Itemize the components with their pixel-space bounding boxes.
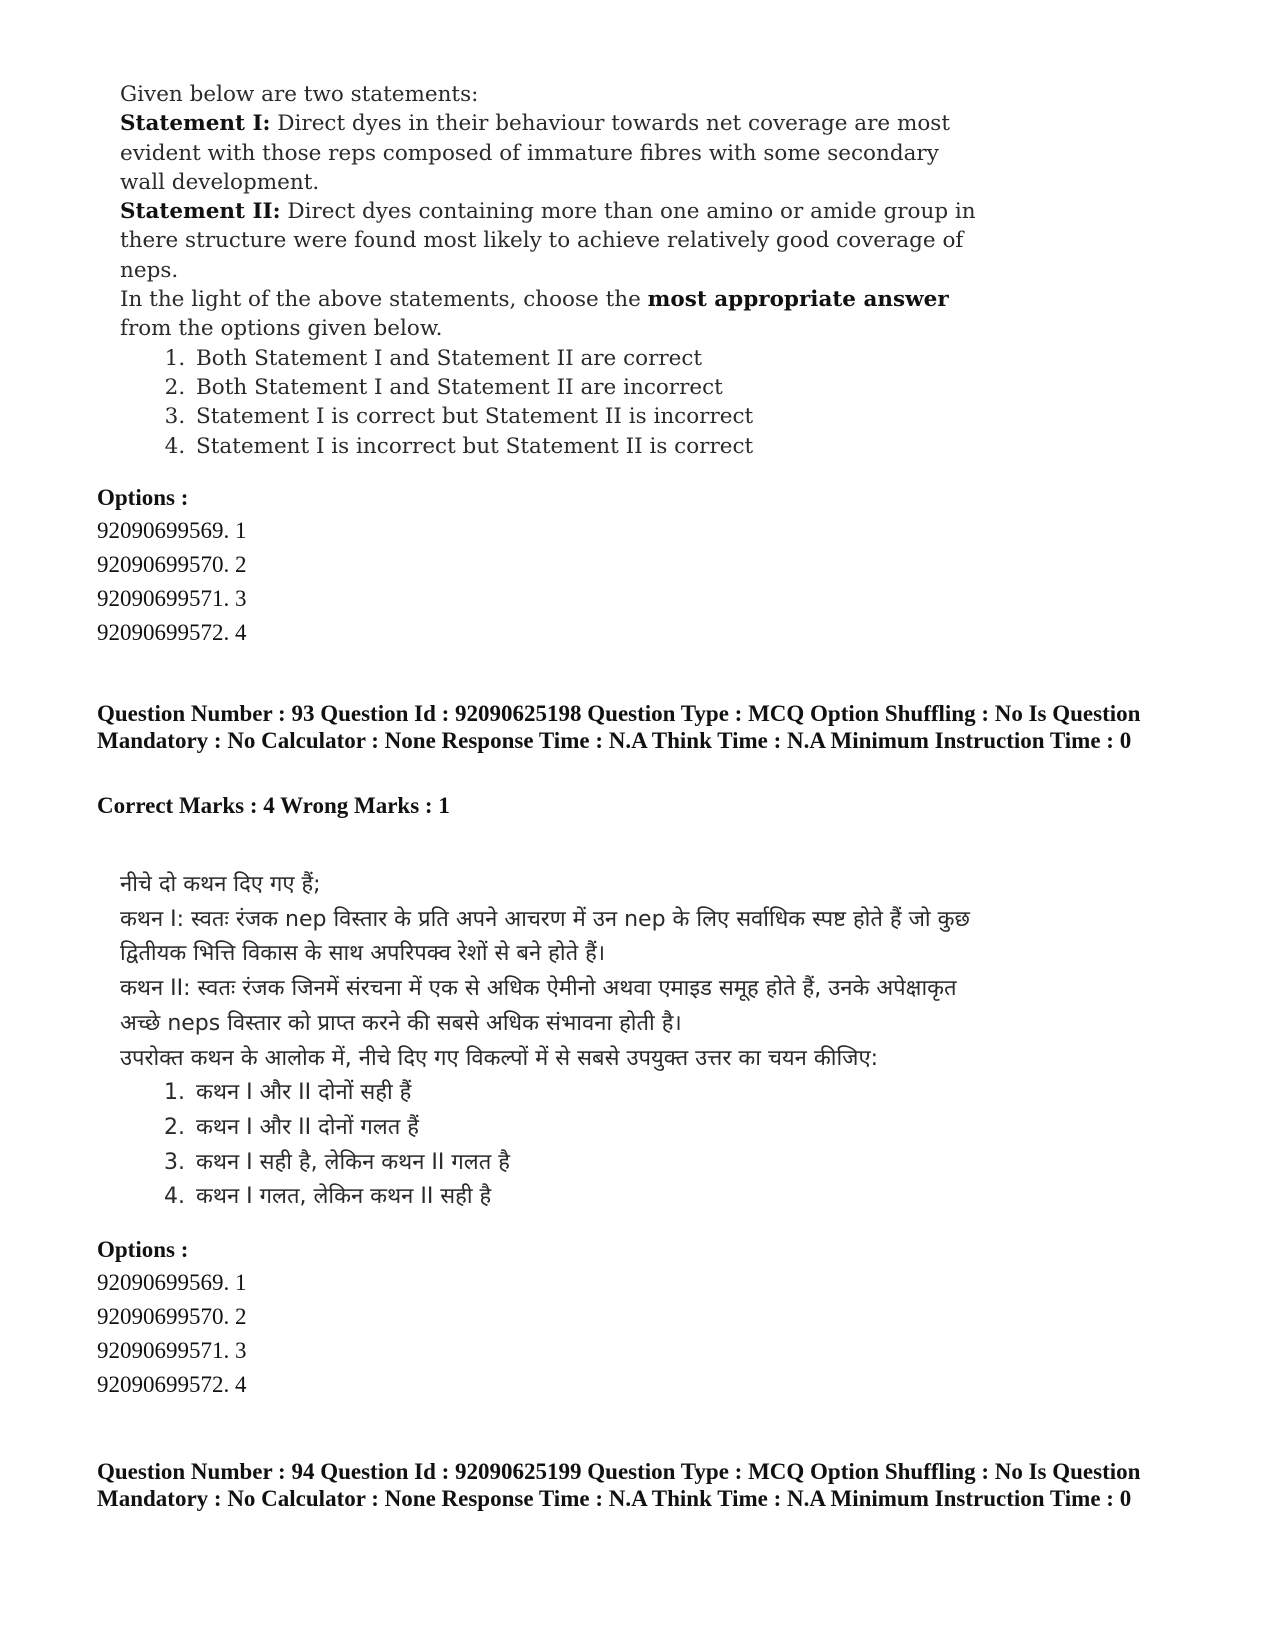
- answer-choice: 1. Both Statement I and Statement II are correct: [192, 344, 980, 373]
- statement-1-label: Statement I:: [120, 111, 271, 137]
- option-item: 92090699569. 1: [97, 518, 247, 543]
- question-93-marks: Correct Marks : 4 Wrong Marks : 1: [97, 793, 450, 818]
- question-instruction: In the light of the above statements, choose the most appropriate answer from the options given below.: [120, 287, 949, 342]
- question-94-meta: Question Number : 94 Question Id : 92090625199 Question Type : MCQ Option Shuffling : No Is Question Mandatory : No Calculator : None Response Time : N.A Think Time : N.A Minimum Instruction Time : 0: [97, 1459, 1141, 1511]
- option-item: 92090699572. 4: [97, 1372, 247, 1397]
- hindi-intro: नीचे दो कथन दिए गए हैं;: [120, 872, 321, 897]
- option-item: 92090699572. 4: [97, 620, 247, 645]
- hindi-answer-choices: [120, 1076, 980, 1215]
- instruction-emphasis: most appropriate answer: [647, 287, 949, 313]
- option-item: 92090699571. 3: [97, 586, 247, 611]
- statement-2: [120, 197, 980, 285]
- answer-choice: 4. कथन I गलत, लेकिन कथन II सही है: [192, 1180, 980, 1215]
- statement-2-text: Direct dyes containing more than one amino or amide group in there structure were found most likely to achieve relatively good coverage of neps.: [120, 199, 976, 283]
- options-header: Options :: [97, 485, 189, 510]
- statement-2-label: Statement II:: [120, 199, 281, 225]
- options-header: Options :: [97, 1237, 189, 1262]
- option-item: 92090699570. 2: [97, 552, 247, 577]
- options-block: [97, 482, 697, 650]
- answer-choices: [120, 344, 980, 461]
- hindi-statement-1: कथन I: स्वतः रंजक nep विस्तार के प्रति अपने आचरण में उन nep के लिए सर्वाधिक स्पष्ट होते हैं जो कुछ द्वितीयक भित्ति विकास के साथ अपरिपक्व रेशों से बने होते हैं।: [120, 906, 970, 967]
- option-item: 92090699570. 2: [97, 1304, 247, 1329]
- option-item: 92090699569. 1: [97, 1270, 247, 1295]
- hindi-instruction: उपरोक्त कथन के आलोक में, नीचे दिए गए विकल्पों में से सबसे उपयुक्त उत्तर का चयन कीजिए:: [120, 1045, 879, 1071]
- statement-1: [120, 109, 980, 197]
- statement-1-text: Direct dyes in their behaviour towards net coverage are most evident with those reps composed of immature fibres with some secondary wall development.: [120, 111, 950, 195]
- option-item: 92090699571. 3: [97, 1338, 247, 1363]
- question-93-meta: Question Number : 93 Question Id : 92090625198 Question Type : MCQ Option Shuffling : No Is Question Mandatory : No Calculator : None Response Time : N.A Think Time : N.A Minimum Instruction Time : 0: [97, 701, 1141, 753]
- question-92-text: [120, 80, 980, 461]
- answer-choice: 3. Statement I is correct but Statement II is incorrect: [192, 402, 980, 431]
- hindi-statement-2: कथन II: स्वतः रंजक जिनमें संरचना में एक से अधिक ऐमीनो अथवा एमाइड समूह होते हैं, उनके अपेक्षाकृत अच्छे neps विस्तार को प्राप्त करने की सबसे अधिक संभावना होती है।: [120, 976, 957, 1036]
- answer-choice: 1. कथन I और II दोनों सही हैं: [192, 1076, 980, 1111]
- options-block: [97, 1234, 697, 1402]
- question-93-text: [120, 868, 980, 1215]
- answer-choice: 4. Statement I is incorrect but Statement II is correct: [192, 432, 980, 461]
- question-intro: Given below are two statements:: [120, 82, 479, 107]
- answer-choice: 3. कथन I सही है, लेकिन कथन II गलत है: [192, 1146, 980, 1181]
- answer-choice: 2. Both Statement I and Statement II are incorrect: [192, 373, 980, 402]
- answer-choice: 2. कथन I और II दोनों गलत हैं: [192, 1111, 980, 1146]
